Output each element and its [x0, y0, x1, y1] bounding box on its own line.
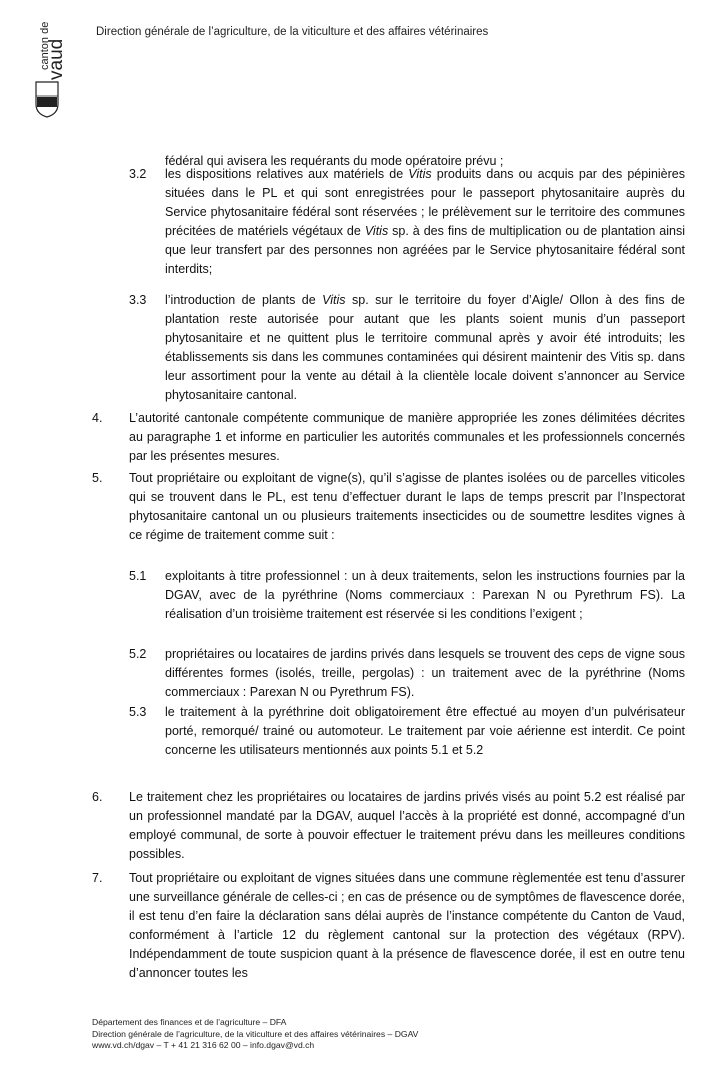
paragraph-5-2: propriétaires ou locataires de jardins privés dans lesquels se trouvent des ceps de vigne sous différentes formes (isolés, treille, pergolas) : un traitement avec de la pyréthrine (Noms commerciaux : Parexan N ou Pyrethrum FS).: [165, 647, 685, 699]
item-number: 7.: [92, 871, 103, 885]
footer-direction: Direction générale de l’agriculture, de la viticulture et des affaires vétérinaires – DGAV: [92, 1028, 419, 1039]
canton-vaud-logo: [18, 18, 67, 118]
header-title: Direction générale de l’agriculture, de la viticulture et des affaires vétérinaires: [96, 26, 489, 38]
item-number: 3.3: [129, 293, 147, 307]
footer: [92, 1017, 418, 1052]
logo-text-vaud: vaud: [46, 38, 67, 80]
paragraph-3-1-tail: fédéral qui avisera les requérants du mode opératoire prévu ;: [165, 154, 504, 168]
paragraph-3-3: l’introduction de plants de Vitis sp. sur le territoire du foyer d’Aigle/ Ollon à des fins de plantation reste autorisée pour autant que les plants soient munis d’un passeport phytosanitaire et ne quittent plus le territoire communal après y avoir été introduits; les établissements sis dans les communes contaminées qui désirent maintenir des Vitis sp. dans leur assortiment pour la vente au détail à la clientèle locale doivent s’annoncer au Service phytosanitaire cantonal.: [165, 293, 685, 402]
footer-department: Département des finances et de l’agriculture – DFA: [92, 1017, 287, 1027]
item-number: 4.: [92, 411, 103, 425]
footer-contact: www.vd.ch/dgav – T + 41 21 316 62 00 – info.dgav@vd.ch: [92, 1040, 315, 1051]
paragraph-5-1: exploitants à titre professionnel : un à deux traitements, selon les instructions fournies par la DGAV, avec de la pyréthrine (Noms commerciaux : Parexan N ou Pyrethrum FS). La réalisation d’un troisième traitement est réservée si les conditions l’exigent ;: [165, 569, 685, 621]
paragraph-6: Le traitement chez les propriétaires ou locataires de jardins privés visés au point 5.2 est réalisé par un professionnel mandaté par la DGAV, auquel l’accès à la propriété est donné, accompagné d’un employé communal, de sorte à pouvoir effectuer le traitement prévu dans les meilleures conditions possibles.: [129, 790, 685, 861]
paragraph-5-3: le traitement à la pyréthrine doit obligatoirement être effectué au moyen d’un pulvérisateur porté, remorqué/ trainé ou automoteur. Le traitement par voie aérienne est interdit. Ce point concerne les utilisateurs mentionnés aux points 5.1 et 5.2: [165, 705, 685, 757]
item-number: 5.: [92, 471, 103, 485]
vaud-seal-icon: [36, 82, 58, 117]
item-number: 5.2: [129, 647, 147, 661]
logo-text-canton: canton de: [39, 21, 51, 70]
paragraph-4: L’autorité cantonale compétente communique de manière appropriée les zones délimitées décrites au paragraphe 1 et informe en particulier les autorités communales et les professionnels concernés par les présentes mesures.: [129, 411, 685, 463]
paragraph-7: Tout propriétaire ou exploitant de vignes situées dans une commune règlementée est tenu d’assurer une surveillance générale de celles-ci ; en cas de présence ou de symptômes de flavescence dorée, il est tenu d’en faire la déclaration sans délai auprès de l’instance compétente du Canton de Vaud, conformément à l’article 12 du règlement cantonal sur la protection des végétaux (RPV). Indépendamment de toute suspicion quant à la présence de flavescence dorée, il est en outre tenu d’annoncer toutes les: [129, 871, 685, 980]
paragraph-3-2: les dispositions relatives aux matériels de Vitis produits dans ou acquis par des pépinières situées dans le PL et qui sont enregistrées pour le passeport phytosanitaire auprès du Service phytosanitaire fédéral sont réservées ; le prélèvement sur le territoire des communes précitées de matériels végétaux de Vitis sp. à des fins de multiplication ou de plantation ainsi que leur transfert par des personnes non agréées par le Service phytosanitaire fédéral sont interdits;: [165, 167, 685, 276]
item-number: 5.3: [129, 705, 147, 719]
item-number: 3.2: [129, 167, 147, 181]
paragraph-5: Tout propriétaire ou exploitant de vigne(s), qu’il s’agisse de plantes isolées ou de parcelles viticoles qui se trouvent dans le PL, est tenu d’effectuer durant le laps de temps prescrit par l’Inspectorat phytosanitaire cantonal un ou plusieurs traitements insecticides ou de soumettre lesdites vignes à ce régime de traitement comme suit :: [129, 471, 685, 542]
item-number: 6.: [92, 790, 103, 804]
item-number: 5.1: [129, 569, 147, 583]
